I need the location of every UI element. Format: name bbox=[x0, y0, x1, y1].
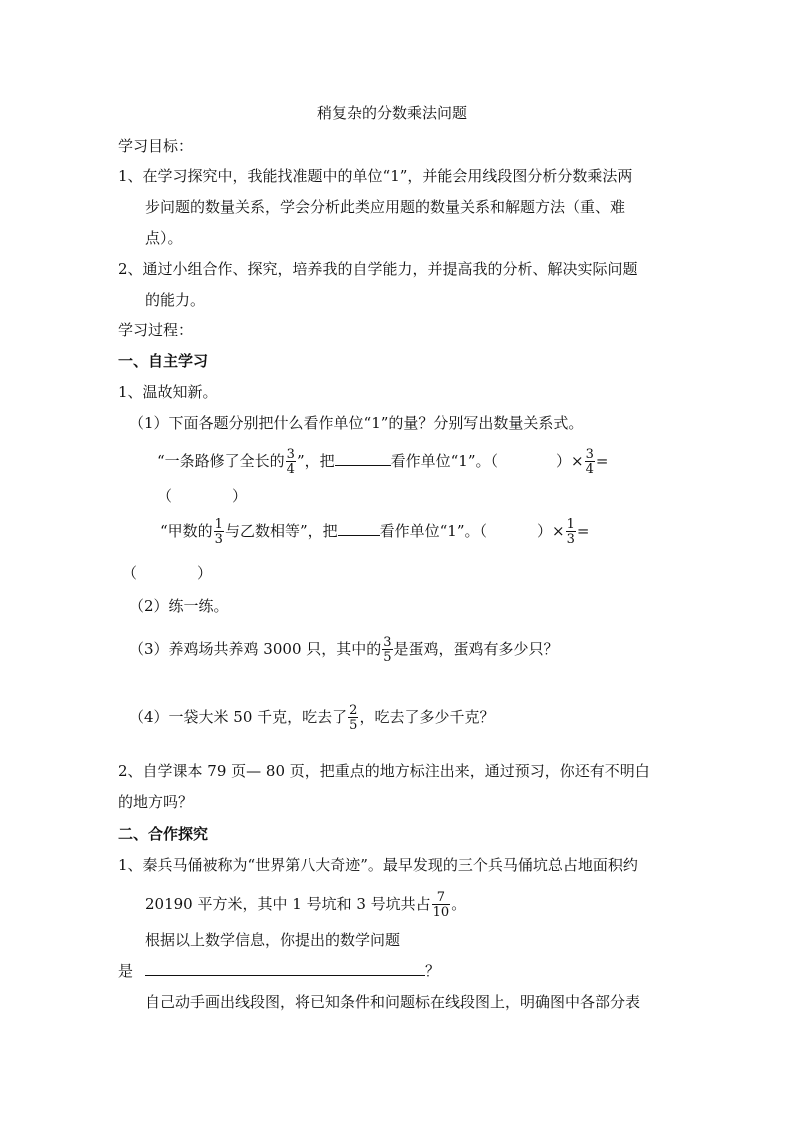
question-4-text-b: ，吃去了多少千克？ bbox=[359, 708, 495, 726]
fraction-numerator: 3 bbox=[383, 635, 392, 650]
fraction-numerator: 1 bbox=[214, 517, 223, 532]
goal-1-line-3: 点）。 bbox=[145, 229, 183, 247]
example-1-text-b: ”，把 bbox=[296, 452, 335, 470]
inquiry-1-line-2 bbox=[145, 891, 466, 919]
example-1-text-e: = bbox=[595, 452, 609, 470]
item-1: 1、温故知新。 bbox=[118, 383, 218, 401]
question-3-text-a: （3）养鸡场共养鸡 3000 只，其中的 bbox=[129, 640, 382, 658]
inquiry-1-line-5: 自己动手画出线段图，将已知条件和问题标在线段图上，明确图中各部分表 bbox=[145, 993, 641, 1011]
fraction-numerator: 7 bbox=[436, 890, 446, 905]
example-1-text-a: “一条路修了全长的 bbox=[157, 452, 285, 470]
goal-2-line-1: 2、通过小组合作、探究，培养我的自学能力，并提高我的分析、解决实际问题 bbox=[118, 260, 638, 278]
fraction-numerator: 3 bbox=[286, 447, 295, 462]
fraction bbox=[585, 448, 595, 476]
inquiry-1-line-2-end: 。 bbox=[451, 895, 467, 913]
example-1 bbox=[157, 448, 608, 476]
example-2 bbox=[160, 518, 589, 546]
question-3 bbox=[129, 636, 559, 664]
section-2-heading: 二、合作探究 bbox=[118, 825, 209, 843]
fraction bbox=[432, 891, 451, 919]
fraction-denominator: 5 bbox=[349, 718, 358, 733]
question-1: （1）下面各题分别把什么看作单位“1”的量？分别写出数量关系式。 bbox=[129, 414, 584, 432]
process-heading: 学习过程： bbox=[118, 321, 194, 339]
example-1-text-c: 看作单位“1”。（ bbox=[390, 452, 499, 470]
fraction-denominator: 3 bbox=[214, 532, 223, 547]
fraction-denominator: 10 bbox=[432, 905, 450, 920]
goal-1-line-1: 1、在学习探究中，我能找准题中的单位“1”，并能会用线段图分析分数乘法两 bbox=[118, 167, 633, 185]
answer-blank[interactable] bbox=[338, 521, 380, 536]
section-1-heading: 一、自主学习 bbox=[118, 352, 209, 370]
question-answer-blank[interactable] bbox=[145, 961, 425, 976]
item-2-line-2: 的地方吗？ bbox=[118, 793, 194, 811]
inquiry-1-line-1: 1、秦兵马俑被称为“世界第八大奇迹”。最早发现的三个兵马俑坑总占地面积约 bbox=[118, 856, 638, 874]
example-1-text-d: ）× bbox=[556, 452, 584, 470]
inquiry-1-line-3: 根据以上数学信息，你提出的数学问题 bbox=[145, 931, 401, 949]
fraction-denominator: 3 bbox=[566, 532, 575, 547]
inquiry-1-line-2-text: 20190 平方米，其中 1 号坑和 3 号坑共占 bbox=[145, 895, 431, 913]
example-2-text-e: = bbox=[576, 522, 590, 540]
answer-blank[interactable] bbox=[335, 451, 391, 466]
fraction bbox=[214, 518, 224, 546]
inquiry-1-line-4-end: ？ bbox=[425, 962, 441, 980]
fraction bbox=[566, 518, 576, 546]
fraction-numerator: 3 bbox=[585, 447, 594, 462]
inquiry-1-line-4-start: 是 bbox=[118, 962, 134, 980]
example-2-answer[interactable]: （ ） bbox=[122, 564, 213, 582]
question-2: （2）练一练。 bbox=[129, 597, 229, 615]
fraction-numerator: 2 bbox=[349, 703, 358, 718]
fraction bbox=[382, 636, 392, 664]
fraction bbox=[348, 704, 358, 732]
fraction bbox=[286, 448, 296, 476]
example-2-text-b: 与乙数相等”，把 bbox=[224, 522, 338, 540]
example-2-text-a: “甲数的 bbox=[160, 522, 213, 540]
question-3-text-b: 是蛋鸡，蛋鸡有多少只？ bbox=[393, 640, 559, 658]
inquiry-1-line-4 bbox=[118, 961, 440, 981]
question-4-text-a: （4）一袋大米 50 千克，吃去了 bbox=[129, 708, 348, 726]
fraction-numerator: 1 bbox=[566, 517, 575, 532]
fraction-denominator: 4 bbox=[286, 462, 295, 477]
item-2-line-1: 2、自学课本 79 页— 80 页，把重点的地方标注出来，通过预习，你还有不明白 bbox=[118, 762, 650, 780]
goal-2-line-2: 的能力。 bbox=[145, 291, 206, 309]
example-2-text-c: 看作单位“1”。（ bbox=[379, 522, 488, 540]
question-4 bbox=[129, 704, 494, 732]
example-1-answer[interactable]: （ ） bbox=[157, 487, 248, 505]
fraction-denominator: 5 bbox=[383, 650, 392, 665]
page-title: 稍复杂的分数乘法问题 bbox=[317, 104, 468, 122]
goal-1-line-2: 步问题的数量关系，学会分析此类应用题的数量关系和解题方法（重、难 bbox=[145, 198, 626, 216]
example-2-text-d: ）× bbox=[537, 522, 565, 540]
goals-heading: 学习目标： bbox=[118, 137, 194, 155]
fraction-denominator: 4 bbox=[585, 462, 594, 477]
